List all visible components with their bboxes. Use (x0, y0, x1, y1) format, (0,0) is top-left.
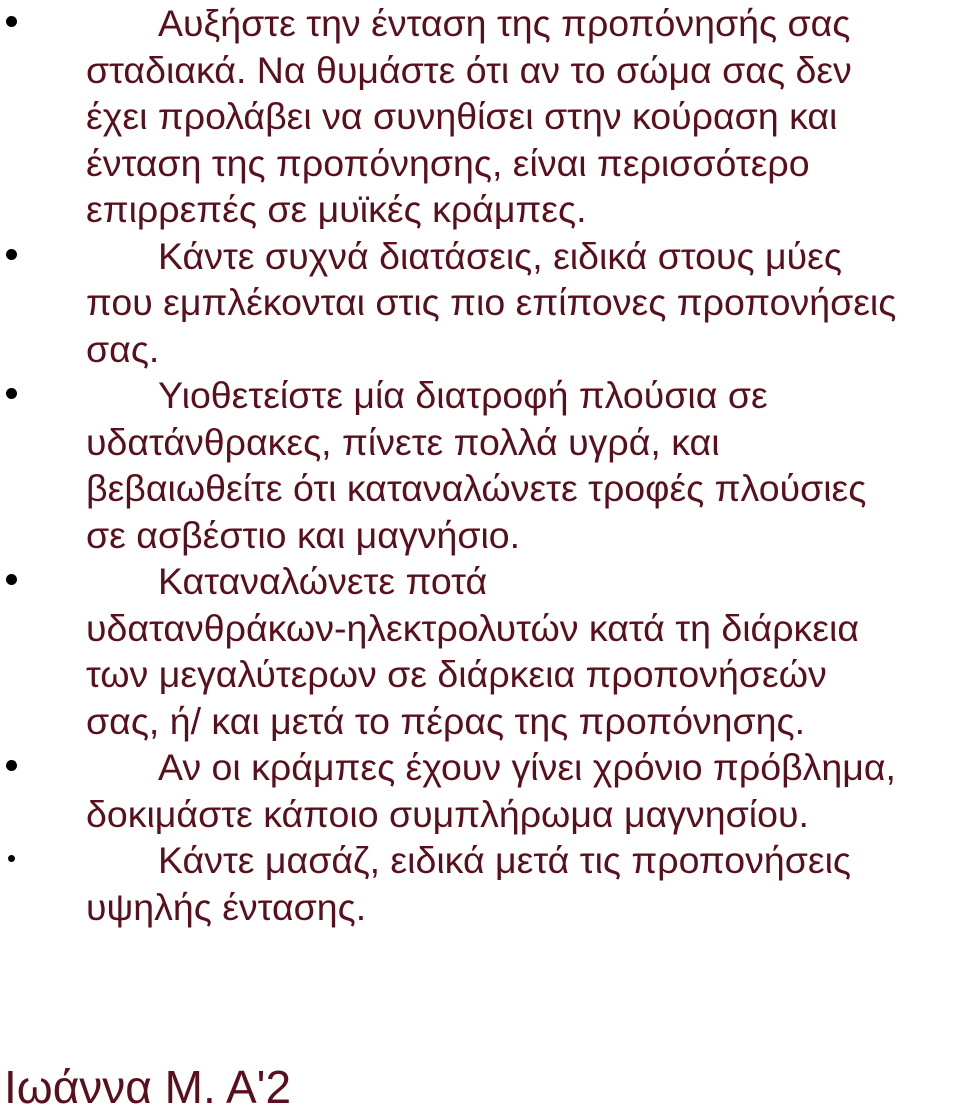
tip-line: σας, ή/ και μετά το πέρας της προπόνησης. (86, 699, 806, 742)
tip-line: δοκιμάστε κάποιο συμπλήρωμα μαγνησίου. (86, 792, 809, 835)
tip-item (0, 837, 960, 930)
tip-item (0, 233, 960, 373)
tip-line: που εμπλέκονται στις πιο επίπονες προπονήσεις (86, 281, 897, 323)
tip-line: ένταση της προπόνησης, είναι περισσότερο (86, 141, 810, 184)
tip-item (0, 744, 960, 837)
tip-item (0, 0, 960, 233)
tip-line: σε ασβέστιο και μαγνήσιο. (86, 513, 521, 556)
bullet-icon (6, 249, 17, 260)
bullet-icon (6, 388, 17, 399)
tip-line: Κάντε μασάζ, ειδικά μετά τις προπονήσεις (158, 839, 851, 881)
author-signature: Ιωάννα Μ. Α'2 (4, 1061, 292, 1113)
tip-line: σταδιακά. Να θυμάστε ότι αν το σώμα σας δεν (86, 48, 852, 91)
tip-item (0, 372, 960, 558)
bullet-icon (6, 574, 17, 585)
tip-line: Αν οι κράμπες έχουν γίνει χρόνιο πρόβλημα, (158, 746, 896, 788)
bullet-icon (6, 16, 17, 27)
tip-line: έχει προλάβει να συνηθίσει στην κούραση και (86, 95, 838, 137)
bullet-icon (6, 760, 17, 771)
tip-line: σας. (86, 327, 160, 370)
tip-line: Καταναλώνετε ποτά (158, 560, 488, 602)
tip-line: βεβαιωθείτε ότι καταναλώνετε τροφές πλούσιες (86, 467, 867, 509)
bullet-icon (8, 855, 15, 862)
tip-line: υψηλής έντασης. (86, 885, 367, 928)
tip-line: Αυξήστε την ένταση της προπόνησής σας (158, 2, 851, 44)
tip-line: υδατάνθρακες, πίνετε πολλά υγρά, και (86, 420, 720, 463)
tip-line: Υιοθετείστε μία διατροφή πλούσια σε (158, 374, 768, 416)
tip-line: Κάντε συχνά διατάσεις, ειδικά στους μύες (158, 234, 842, 277)
tip-item (0, 558, 960, 744)
tip-line: επιρρεπές σε μυϊκές κράμπες. (86, 188, 587, 230)
tip-line: υδατανθράκων-ηλεκτρολυτών κατά τη διάρκεια (86, 606, 860, 649)
tip-line: των μεγαλύτερων σε διάρκεια προπονήσεών (86, 653, 827, 695)
